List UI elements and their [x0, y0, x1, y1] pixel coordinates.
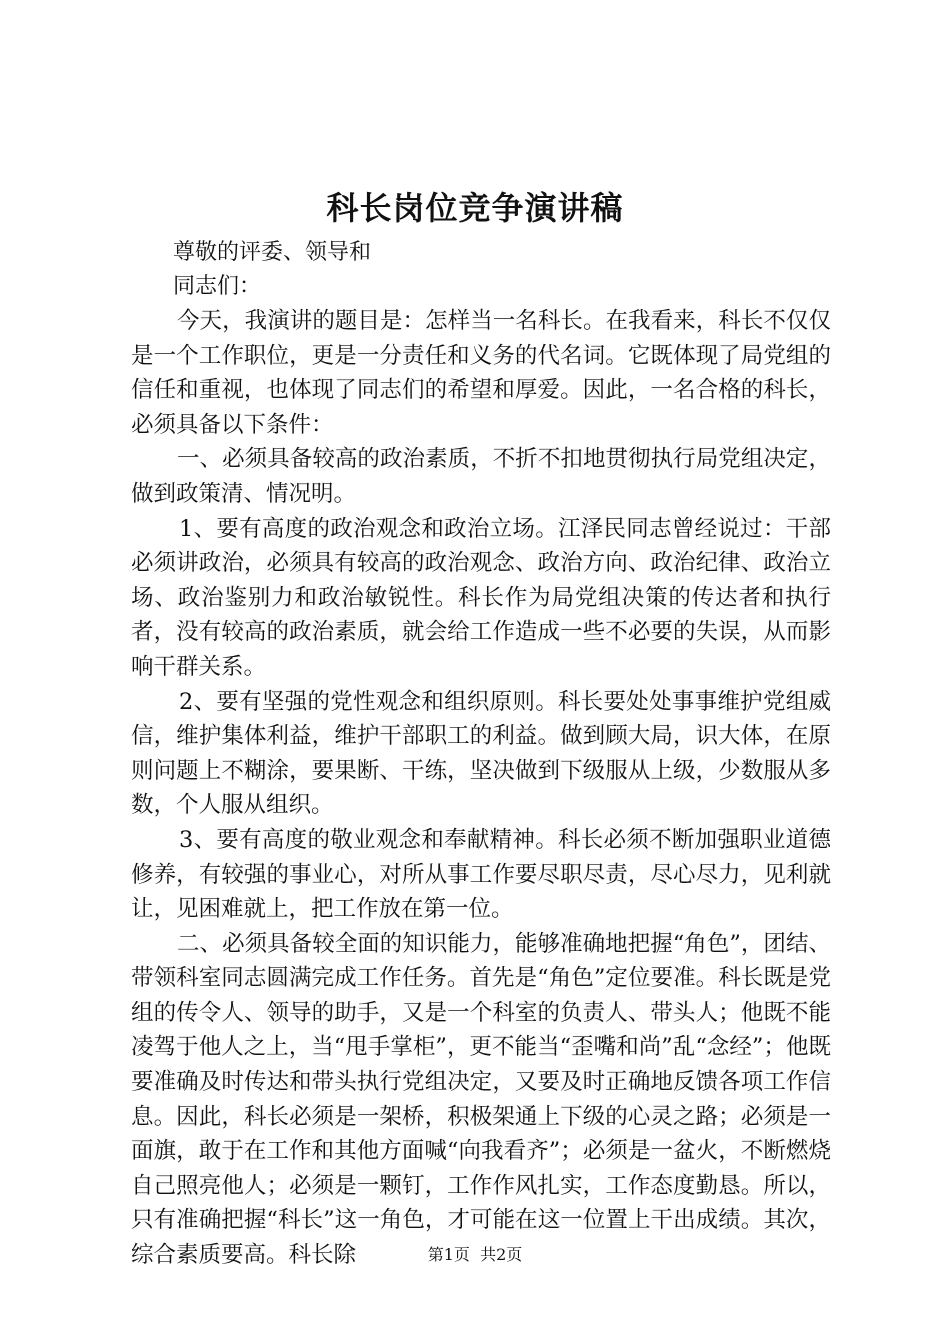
- page-footer: [0, 1244, 950, 1266]
- paragraph-point-3: 3、要有高度的敬业观念和奉献精神。科长必须不断加强职业道德修养，有较强的事业心，对所从事工作要尽职尽责，尽心尽力，见利就让，见困难就上，把工作放在第一位。: [131, 826, 831, 923]
- document-title: 科长岗位竞争演讲稿: [326, 189, 624, 227]
- paragraph-point-1: 1、要有高度的政治观念和政治立场。江泽民同志曾经说过：干部必须讲政治，必须具有较高的政治观念、政治方向、政治纪律、政治立场、政治鉴别力和政治敏锐性。科长作为局党组决策的传达者和执行者，没有较高的政治素质，就会给工作造成一些不必要的失误，从而影响干群关系。: [131, 515, 831, 680]
- salutation-line-1: 尊敬的评委、领导和: [173, 240, 372, 265]
- document-body: [131, 236, 831, 1273]
- page-number: 第1页 共2页: [427, 1245, 523, 1264]
- paragraph-intro: 今天，我演讲的题目是：怎样当一名科长。在我看来，科长不仅仅是一个工作职位，更是一分责任和义务的代名词。它既体现了局党组的信任和重视，也体现了同志们的希望和厚爱。因此，一名合格的科长，必须具备以下条件：: [131, 308, 831, 438]
- paragraph-section-2: 二、必须具备较全面的知识能力，能够准确地把握“角色”，团结、带领科室同志圆满完成工作任务。首先是“角色”定位要准。科长既是党组的传令人、领导的助手，又是一个科室的负责人、带头人；他既不能凌驾于他人之上，当“甩手掌柜”，更不能当“歪嘴和尚”乱“念经”；他既要准确及时传达和带头执行党组决定，又要及时正确地反馈各项工作信息。因此，科长必须是一架桥，积极架通上下级的心灵之路；必须是一面旗，敢于在工作和其他方面喊“向我看齐”；必须是一盆火，不断燃烧自己照亮他人；必须是一颗钉，工作作风扎实，工作态度勤恳。所以，只有准确把握“科长”这一角色，才可能在这一位置上干出成绩。其次，综合素质要高。科长除: [131, 930, 831, 1269]
- paragraph-point-2: 2、要有坚强的党性观念和组织原则。科长要处处事事维护党组威信，维护集体利益，维护干部职工的利益。做到顾大局，识大体，在原则问题上不糊涂，要果断、干练，坚决做到下级服从上级，少数服从多数，个人服从组织。: [131, 688, 831, 819]
- salutation-line-2: 同志们：: [173, 274, 262, 299]
- paragraph-section-1: 一、必须具备较高的政治素质，不折不扣地贯彻执行局党组决定，做到政策清、情况明。: [131, 446, 831, 507]
